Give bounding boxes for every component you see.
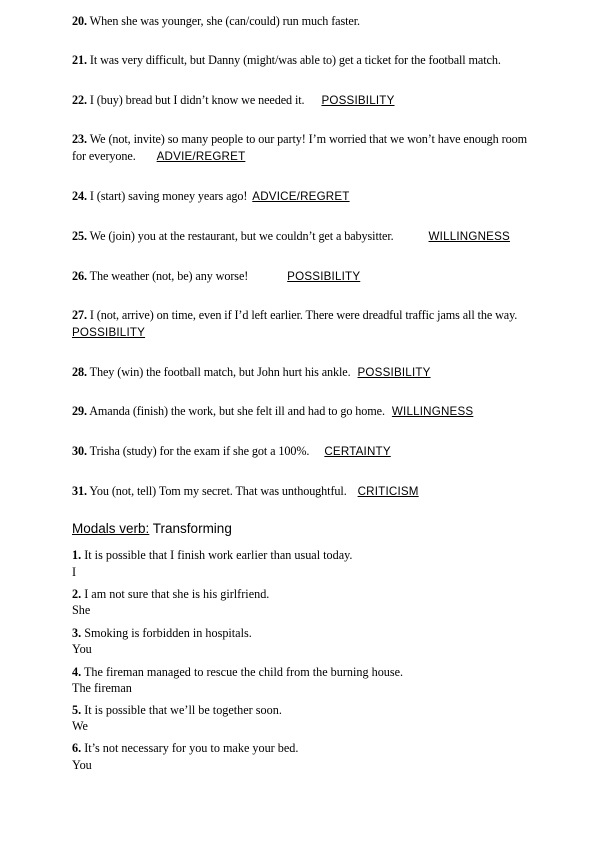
transform-item-6 xyxy=(72,740,527,757)
exercise-text: We (join) you at the restaurant, but we couldn’t get a babysitter. xyxy=(86,229,394,243)
exercise-text: The weather (not, be) any worse! xyxy=(86,269,249,283)
exercise-26 xyxy=(72,268,527,285)
exercise-number: 28. xyxy=(72,365,87,379)
exercise-text: We (not, invite) so many people to our party! I’m worried that we won’t have enough room for everyone. xyxy=(72,132,527,163)
exercise-category-tag: ADVIE/REGRET xyxy=(156,150,246,163)
transform-number: 1. xyxy=(72,548,82,562)
section-title xyxy=(72,521,232,536)
transform-item-1 xyxy=(72,547,527,564)
transform-item-5 xyxy=(72,702,527,719)
exercise-23 xyxy=(72,131,527,165)
transform-sentence: The fireman managed to rescue the child from the burning house. xyxy=(81,665,404,679)
exercise-number: 25. xyxy=(72,229,87,243)
transform-number: 2. xyxy=(72,587,82,601)
exercise-category-tag: CRITICISM xyxy=(357,485,419,498)
exercise-text: It was very difficult, but Danny (might/was able to) get a ticket for the football match. xyxy=(86,53,501,67)
exercise-25 xyxy=(72,228,527,245)
exercise-28 xyxy=(72,364,527,381)
transform-sentence: It is possible that I finish work earlier than usual today. xyxy=(81,548,353,562)
exercise-text: Trisha (study) for the exam if she got a 100%. xyxy=(86,444,310,458)
exercise-category-tag: POSSIBILITY xyxy=(321,94,395,107)
section-title-rest: Transforming xyxy=(149,521,232,536)
transform-number: 6. xyxy=(72,741,82,755)
exercise-22 xyxy=(72,92,527,109)
transform-item-4 xyxy=(72,664,527,681)
transform-sentence: It is possible that we’ll be together soon. xyxy=(81,703,282,717)
exercise-text: When she was younger, she (can/could) run much faster. xyxy=(86,14,360,28)
transform-number: 4. xyxy=(72,665,82,679)
transform-item-2 xyxy=(72,586,527,603)
transform-number: 5. xyxy=(72,703,82,717)
exercise-number: 24. xyxy=(72,189,87,203)
exercise-number: 29. xyxy=(72,404,87,418)
exercise-31 xyxy=(72,483,527,500)
exercise-text: You (not, tell) Tom my secret. That was unthoughtful. xyxy=(86,484,347,498)
exercise-category-tag: WILLINGNESS xyxy=(428,230,510,243)
exercise-number: 21. xyxy=(72,53,87,67)
exercise-category-tag: CERTAINTY xyxy=(324,445,391,458)
transform-answer-start: She xyxy=(72,603,91,617)
transform-answer-start: We xyxy=(72,719,88,733)
exercise-category-tag: ADVICE/REGRET xyxy=(252,190,350,203)
transform-sentence: It’s not necessary for you to make your bed. xyxy=(81,741,299,755)
exercise-number: 30. xyxy=(72,444,87,458)
transform-sentence: I am not sure that she is his girlfriend. xyxy=(81,587,270,601)
transform-item-3 xyxy=(72,625,527,642)
exercise-number: 26. xyxy=(72,269,87,283)
section-title-underlined: Modals verb: xyxy=(72,521,150,536)
exercise-number: 23. xyxy=(72,132,87,146)
exercise-text: I (not, arrive) on time, even if I’d left earlier. There were dreadful traffic jams all the way. xyxy=(86,308,518,322)
exercise-number: 20. xyxy=(72,14,87,28)
exercise-number: 22. xyxy=(72,93,87,107)
exercise-30 xyxy=(72,443,527,460)
transform-answer-start: The fireman xyxy=(72,681,132,695)
exercise-21 xyxy=(72,52,527,69)
exercise-category-tag: POSSIBILITY xyxy=(72,326,146,339)
exercise-27 xyxy=(72,307,527,341)
transform-answer-start: I xyxy=(72,565,77,579)
exercise-category-tag: POSSIBILITY xyxy=(287,270,361,283)
exercise-text: They (win) the football match, but John hurt his ankle. xyxy=(86,365,351,379)
transform-answer-start: You xyxy=(72,642,92,656)
exercise-number: 27. xyxy=(72,308,87,322)
exercise-24 xyxy=(72,188,527,205)
exercise-text: Amanda (finish) the work, but she felt ill and had to go home. xyxy=(86,404,385,418)
exercise-20 xyxy=(72,13,527,30)
exercise-category-tag: POSSIBILITY xyxy=(357,366,431,379)
transform-answer-start: You xyxy=(72,758,92,772)
transform-sentence: Smoking is forbidden in hospitals. xyxy=(81,626,252,640)
exercise-number: 31. xyxy=(72,484,87,498)
exercise-text: I (start) saving money years ago! xyxy=(86,189,248,203)
exercise-category-tag: WILLINGNESS xyxy=(391,405,474,418)
exercise-text: I (buy) bread but I didn’t know we needed it. xyxy=(86,93,305,107)
exercise-29 xyxy=(72,403,527,420)
transform-number: 3. xyxy=(72,626,82,640)
